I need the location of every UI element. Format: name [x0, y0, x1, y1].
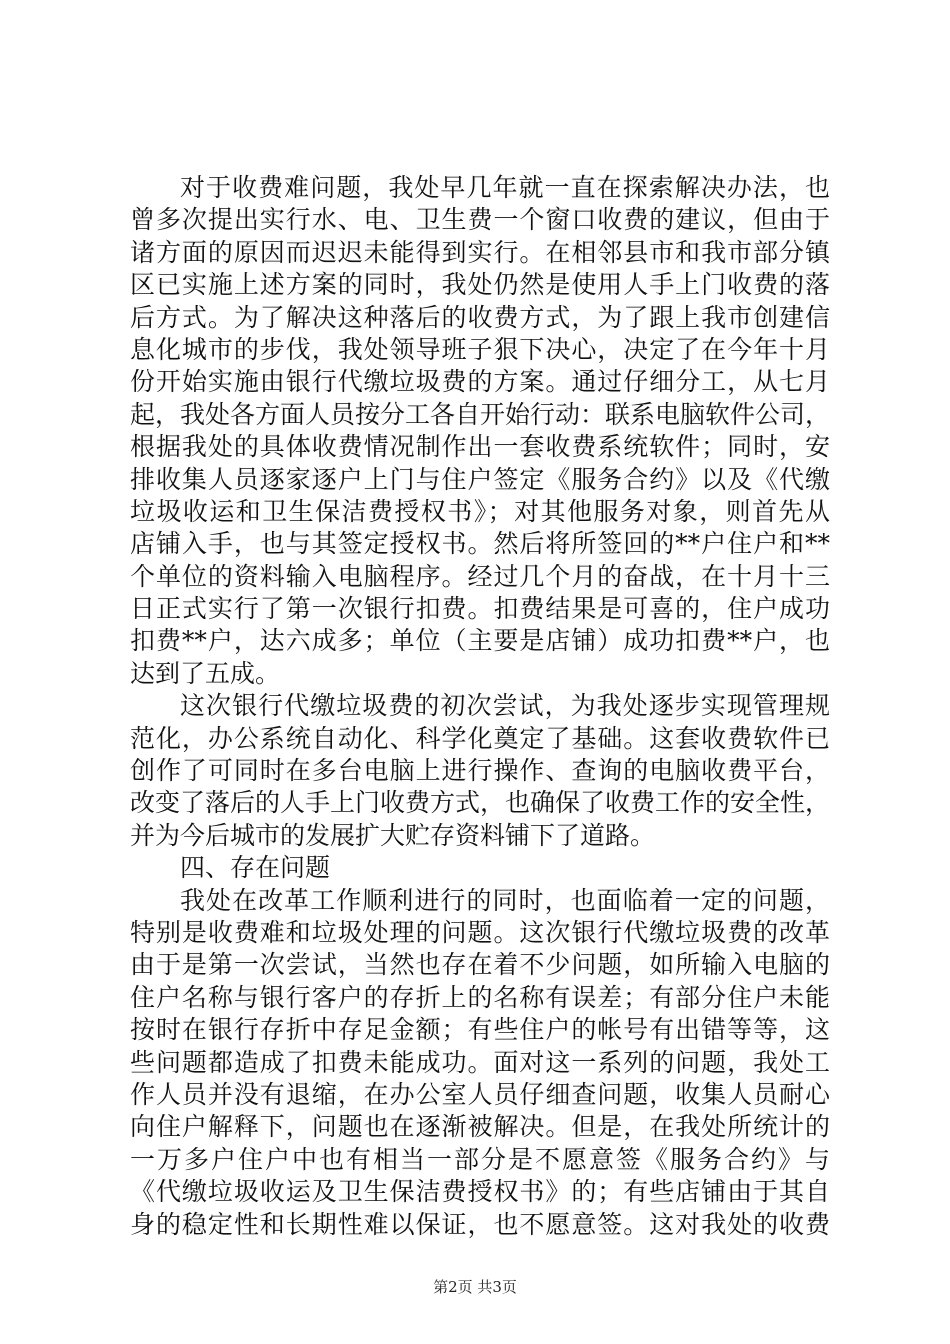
paragraph-line: 根据我处的具体收费情况制作出一套收费系统软件；同时，安	[130, 432, 830, 462]
paragraph-line: 店铺入手，也与其签定授权书。然后将所签回的**户住户和**	[130, 529, 830, 559]
paragraph-line: 《代缴垃圾收运及卫生保洁费授权书》的；有些店铺由于其自	[130, 1177, 830, 1207]
section-heading: 四、存在问题	[180, 853, 331, 883]
paragraph-line: 扣费**户，达六成多；单位（主要是店铺）成功扣费**户，也	[130, 626, 830, 656]
paragraph-line: 这次银行代缴垃圾费的初次尝试，为我处逐步实现管理规	[180, 691, 830, 721]
paragraph-line: 范化，办公系统自动化、科学化奠定了基础。这套收费软件已	[130, 723, 830, 753]
paragraph-line: 特别是收费难和垃圾处理的问题。这次银行代缴垃圾费的改革	[130, 917, 830, 947]
paragraph-line: 垃圾收运和卫生保洁费授权书》；对其他服务对象，则首先从	[130, 496, 830, 526]
paragraph-line: 改变了落后的人手上门收费方式，也确保了收费工作的安全性，	[130, 788, 831, 818]
paragraph-line: 并为今后城市的发展扩大贮存资料铺下了道路。	[130, 820, 656, 850]
paragraph-line: 排收集人员逐家逐户上门与住户签定《服务合约》以及《代缴	[130, 464, 830, 494]
paragraph-line: 后方式。为了解决这种落后的收费方式，为了跟上我市创建信	[130, 302, 830, 332]
paragraph-line: 按时在银行存折中存足金额；有些住户的帐号有出错等等，这	[130, 1015, 830, 1045]
paragraph-line: 对于收费难问题，我处早几年就一直在探索解决办法，也	[180, 173, 830, 202]
paragraph-line: 息化城市的步伐，我处领导班子狠下决心，决定了在今年十月	[130, 334, 830, 364]
paragraph-line: 诸方面的原因而迟迟未能得到实行。在相邻县市和我市部分镇	[130, 237, 830, 267]
paragraph-line: 区已实施上述方案的同时，我处仍然是使用人手上门收费的落	[130, 270, 830, 300]
page-number-label: 第2页 共3页	[433, 1278, 517, 1296]
paragraph-line: 由于是第一次尝试，当然也存在着不少问题，如所输入电脑的	[130, 950, 830, 980]
paragraph-line: 日正式实行了第一次银行扣费。扣费结果是可喜的，住户成功	[130, 594, 830, 624]
paragraph-line: 起，我处各方面人员按分工各自开始行动：联系电脑软件公司，	[130, 399, 831, 429]
paragraph-line: 我处在改革工作顺利进行的同时，也面临着一定的问题，	[180, 885, 830, 915]
paragraph-line: 一万多户住户中也有相当一部分是不愿意签《服务合约》与	[130, 1144, 830, 1174]
paragraph-line: 住户名称与银行客户的存折上的名称有误差；有部分住户未能	[130, 982, 830, 1012]
paragraph-line: 身的稳定性和长期性难以保证，也不愿意签。这对我处的收费	[130, 1209, 830, 1239]
paragraph-line: 个单位的资料输入电脑程序。经过几个月的奋战，在十月十三	[130, 561, 830, 591]
paragraph-line: 向住户解释下，问题也在逐渐被解决。但是，在我处所统计的	[130, 1112, 830, 1142]
paragraph-line: 达到了五成。	[130, 658, 281, 688]
page-footer	[0, 1276, 950, 1297]
body-text	[130, 172, 830, 1241]
paragraph-line: 些问题都造成了扣费未能成功。面对这一系列的问题，我处工	[130, 1047, 830, 1077]
paragraph-line: 创作了可同时在多台电脑上进行操作、查询的电脑收费平台，	[130, 756, 830, 786]
paragraph-line: 作人员并没有退缩，在办公室人员仔细查问题，收集人员耐心	[130, 1079, 830, 1109]
paragraph-line: 份开始实施由银行代缴垃圾费的方案。通过仔细分工，从七月	[130, 367, 830, 397]
paragraph-line: 曾多次提出实行水、电、卫生费一个窗口收费的建议，但由于	[130, 205, 830, 235]
